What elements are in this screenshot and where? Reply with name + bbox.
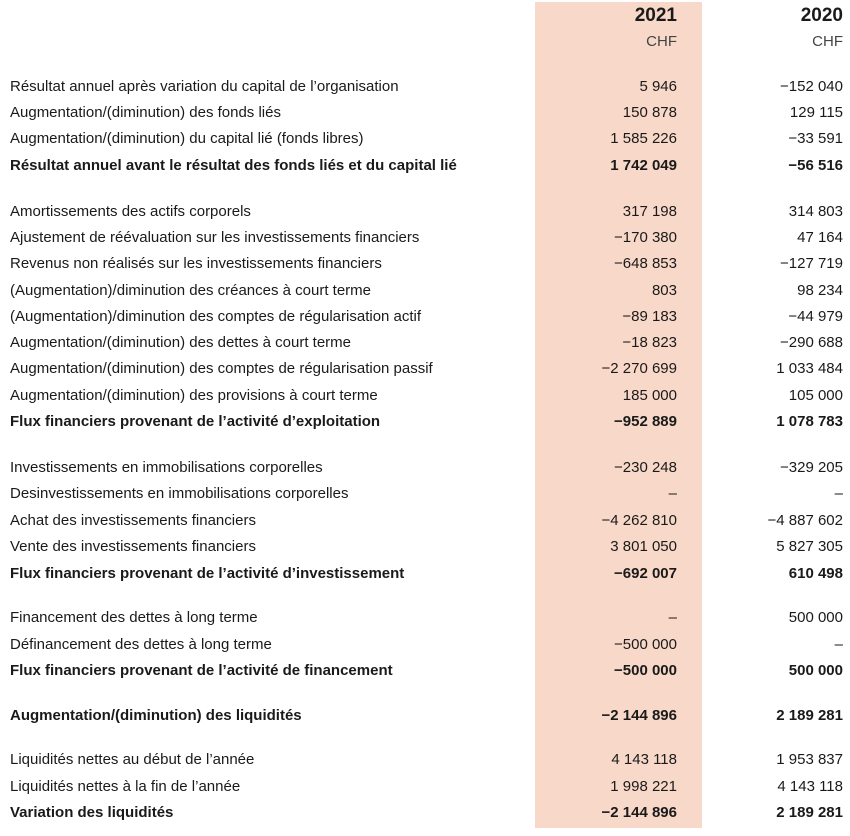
row-label: Desinvestissements en immobilisations corporelles	[10, 485, 349, 502]
table-row	[0, 383, 850, 409]
value-2021: −230 248	[614, 459, 677, 476]
value-2021: −500 000	[614, 636, 677, 653]
value-2021: −4 262 810	[601, 512, 677, 529]
table-row	[0, 747, 850, 773]
table-row	[0, 356, 850, 382]
value-2021: 1 585 226	[610, 130, 677, 147]
value-2021: 5 946	[639, 78, 677, 95]
value-2020: 2 189 281	[776, 707, 843, 724]
currency-2020: CHF	[812, 33, 843, 50]
value-2020: −33 591	[788, 130, 843, 147]
row-label: Flux financiers provenant de l’activité d’exploitation	[10, 413, 381, 430]
value-2021: −2 270 699	[601, 360, 677, 377]
row-label: Flux financiers provenant de l’activité d’investissement	[10, 565, 405, 582]
table-row	[0, 225, 850, 251]
table-row	[0, 534, 850, 560]
table-row	[0, 481, 850, 507]
table-total-row	[0, 561, 850, 587]
row-label: Augmentation/(diminution) des fonds liés	[10, 104, 281, 121]
table-total-row	[0, 703, 850, 729]
value-2021: –	[668, 485, 677, 502]
value-2020: 500 000	[788, 662, 843, 679]
value-2020: −127 719	[780, 255, 843, 272]
row-label: Résultat annuel avant le résultat des fonds liés et du capital lié	[10, 157, 457, 174]
row-label: Augmentation/(diminution) des dettes à court terme	[10, 334, 352, 351]
row-label: Résultat annuel après variation du capital de l’organisation	[10, 78, 399, 95]
value-2020: 314 803	[788, 203, 843, 220]
value-2020: –	[834, 485, 843, 502]
row-label: Ajustement de réévaluation sur les investissements financiers	[10, 229, 420, 246]
table-total-row	[0, 800, 850, 826]
value-2020: 2 189 281	[776, 804, 843, 821]
value-2020: 47 164	[797, 229, 843, 246]
value-2020: 500 000	[788, 609, 843, 626]
value-2021: −18 823	[622, 334, 677, 351]
value-2021: −648 853	[614, 255, 677, 272]
row-label: Vente des investissements financiers	[10, 538, 256, 555]
row-label: (Augmentation)/diminution des créances à court terme	[10, 282, 372, 299]
value-2020: −44 979	[788, 308, 843, 325]
value-2021: −170 380	[614, 229, 677, 246]
value-2021: 185 000	[622, 387, 677, 404]
value-2021: −2 144 896	[601, 804, 677, 821]
value-2021: 150 878	[622, 104, 677, 121]
table-row	[0, 632, 850, 658]
table-total-row	[0, 153, 850, 179]
value-2021: −89 183	[622, 308, 677, 325]
row-label: Achat des investissements financiers	[10, 512, 256, 529]
table-row	[0, 330, 850, 356]
value-2021: 803	[651, 282, 677, 299]
table-row	[0, 508, 850, 534]
row-label: Amortissements des actifs corporels	[10, 203, 251, 220]
table-row	[0, 304, 850, 330]
row-label: Augmentation/(diminution) des provisions à court terme	[10, 387, 378, 404]
table-header	[0, 0, 850, 60]
currency-2021: CHF	[646, 33, 677, 50]
value-2020: −152 040	[780, 78, 843, 95]
value-2020: −56 516	[788, 157, 843, 174]
table-total-row	[0, 409, 850, 435]
table-row	[0, 455, 850, 481]
table-row	[0, 605, 850, 631]
value-2020: 4 143 118	[777, 778, 843, 795]
table-row	[0, 74, 850, 100]
table-row	[0, 774, 850, 800]
table-row	[0, 199, 850, 225]
value-2020: 5 827 305	[776, 538, 843, 555]
value-2020: −329 205	[780, 459, 843, 476]
row-label: Revenus non réalisés sur les investissements financiers	[10, 255, 382, 272]
value-2021: –	[668, 609, 677, 626]
row-label: (Augmentation)/diminution des comptes de régularisation actif	[10, 308, 422, 325]
value-2021: −2 144 896	[601, 707, 677, 724]
value-2020: 1 033 484	[776, 360, 843, 377]
row-label: Augmentation/(diminution) du capital lié (fonds libres)	[10, 130, 364, 147]
row-label: Flux financiers provenant de l’activité de financement	[10, 662, 393, 679]
value-2021: 317 198	[622, 203, 677, 220]
table-row	[0, 251, 850, 277]
value-2021: 1 742 049	[610, 157, 677, 174]
row-label: Liquidités nettes au début de l’année	[10, 751, 255, 768]
value-2020: 1 953 837	[776, 751, 843, 768]
value-2021: −692 007	[614, 565, 677, 582]
value-2021: −500 000	[614, 662, 677, 679]
row-label: Définancement des dettes à long terme	[10, 636, 272, 653]
value-2021: 3 801 050	[610, 538, 677, 555]
value-2021: 1 998 221	[610, 778, 677, 795]
row-label: Financement des dettes à long terme	[10, 609, 258, 626]
value-2020: –	[834, 636, 843, 653]
table-total-row	[0, 658, 850, 684]
year-2020-heading: 2020	[800, 5, 843, 26]
value-2020: −4 887 602	[767, 512, 843, 529]
table-row	[0, 126, 850, 152]
row-label: Variation des liquidités	[10, 804, 174, 821]
value-2020: 105 000	[788, 387, 843, 404]
year-2021-heading: 2021	[634, 5, 677, 26]
value-2020: −290 688	[780, 334, 843, 351]
row-label: Liquidités nettes à la fin de l’année	[10, 778, 241, 795]
value-2021: −952 889	[614, 413, 677, 430]
value-2020: 129 115	[789, 104, 843, 121]
row-label: Augmentation/(diminution) des liquidités	[10, 707, 302, 724]
value-2020: 1 078 783	[776, 413, 843, 430]
value-2020: 610 498	[788, 565, 843, 582]
value-2021: 4 143 118	[611, 751, 677, 768]
value-2020: 98 234	[797, 282, 843, 299]
table-row	[0, 100, 850, 126]
table-row	[0, 278, 850, 304]
row-label: Investissements en immobilisations corporelles	[10, 459, 323, 476]
row-label: Augmentation/(diminution) des comptes de régularisation passif	[10, 360, 433, 377]
